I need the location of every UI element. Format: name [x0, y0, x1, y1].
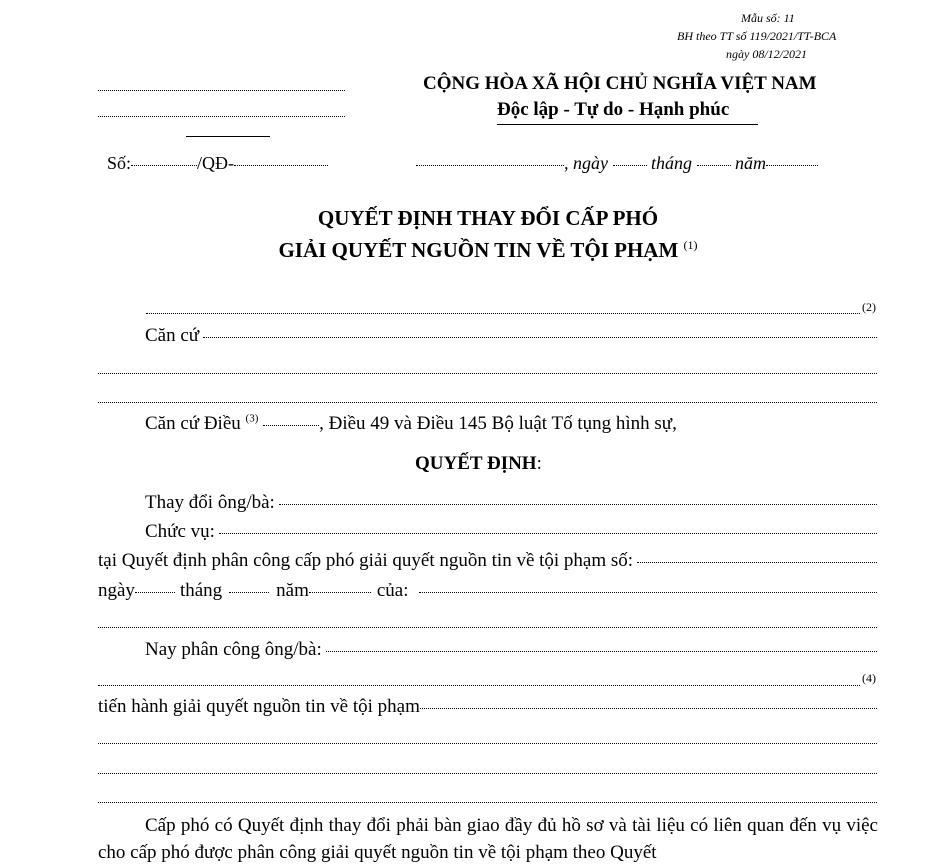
- change-person-label: Thay đổi ông/bà:: [145, 492, 275, 513]
- proceed-row: [98, 696, 877, 718]
- can-cu-row: [145, 325, 877, 347]
- title-line-1: QUYẾT ĐỊNH THAY ĐỔI CẤP PHÓ: [317, 206, 659, 230]
- agency-line-2[interactable]: [98, 116, 345, 117]
- can-cu-line-2[interactable]: [98, 373, 877, 374]
- motto-underline: [497, 124, 758, 125]
- proceed-line-2[interactable]: [98, 743, 877, 744]
- note-4: (4): [862, 671, 876, 685]
- can-cu-dieu-row: [145, 413, 677, 435]
- proceed-label: tiến hành giải quyết nguồn tin về tội phạm: [98, 696, 420, 717]
- agency-code-blank[interactable]: [234, 165, 328, 166]
- can-cu-blank[interactable]: [203, 337, 877, 338]
- can-cu-label: Căn cứ: [145, 325, 200, 346]
- year-blank[interactable]: [766, 165, 818, 166]
- decision-date-row: [98, 580, 877, 602]
- decision-issuer-line-2[interactable]: [98, 627, 877, 628]
- proceed-line-3[interactable]: [98, 773, 877, 774]
- country-title: CỘNG HÒA XÃ HỘI CHỦ NGHĨA VIỆT NAM: [423, 73, 817, 94]
- decision-cua: của:: [376, 580, 409, 601]
- form-number: Mẫu số: 11: [741, 11, 795, 25]
- title-line-2: GIẢI QUYẾT NGUỒN TIN VỀ TỘI PHẠM: [278, 238, 679, 262]
- position-blank[interactable]: [219, 533, 877, 534]
- note-3: (3): [245, 412, 259, 425]
- change-person-blank[interactable]: [279, 504, 877, 505]
- position-row: [145, 521, 877, 543]
- agency-underline: [186, 136, 270, 137]
- assign-person-blank[interactable]: [326, 651, 877, 652]
- day-blank[interactable]: [613, 165, 647, 166]
- change-person-row: [145, 492, 877, 514]
- date-thang: tháng: [651, 153, 693, 173]
- note-2: (2): [862, 300, 876, 314]
- date-nam: năm: [735, 153, 767, 173]
- decision-number-blank[interactable]: [637, 562, 877, 563]
- number-prefix: Số:: [107, 153, 132, 173]
- handover-paragraph: Cấp phó có Quyết định thay đổi phải bàn giao đầy đủ hồ sơ và tài liệu có liên quan đến vụ việc cho cấp phó được phân công giải quyết nguồn tin về tội phạm theo Quyết: [98, 815, 878, 863]
- decision-number-label: tại Quyết định phân công cấp phó giải quyết nguồn tin về tội phạm số:: [98, 550, 634, 571]
- number-blank[interactable]: [131, 165, 197, 166]
- decision-thang: tháng: [179, 580, 223, 601]
- decision-day-blank[interactable]: [135, 592, 175, 593]
- decision-nam: năm: [276, 580, 309, 601]
- decision-month-blank[interactable]: [229, 592, 269, 593]
- motto: Độc lập - Tự do - Hạnh phúc: [497, 99, 730, 120]
- basis-line-2[interactable]: [146, 313, 860, 314]
- can-cu-line-3[interactable]: [98, 402, 877, 403]
- law-reference: , Điều 49 và Điều 145 Bộ luật Tố tụng hình sự,: [319, 413, 677, 434]
- place-blank[interactable]: [416, 165, 564, 166]
- assign-person-row: [145, 639, 877, 661]
- proceed-line-4[interactable]: [98, 802, 877, 803]
- assign-line-4[interactable]: [98, 685, 860, 686]
- month-blank[interactable]: [697, 165, 731, 166]
- agency-line-1[interactable]: [98, 90, 345, 91]
- form-issued-by: BH theo TT số 119/2021/TT-BCA: [677, 29, 837, 43]
- position-label: Chức vụ:: [145, 521, 215, 542]
- decision-ngay: ngày: [98, 580, 135, 601]
- decision-heading: QUYẾT ĐỊNH: [415, 453, 537, 474]
- date-ngay: , ngày: [564, 153, 608, 173]
- date-row: [416, 153, 818, 174]
- proceed-blank[interactable]: [420, 708, 877, 709]
- document-number-row: [107, 153, 328, 174]
- assign-person-label: Nay phân công ông/bà:: [145, 639, 322, 660]
- decision-heading-row: [415, 453, 542, 475]
- decision-issuer-blank[interactable]: [419, 592, 877, 593]
- decision-year-blank[interactable]: [309, 592, 371, 593]
- decision-number-row: [98, 550, 877, 572]
- note-1: (1): [683, 238, 698, 252]
- can-cu-dieu-label: Căn cứ Điều: [145, 413, 241, 434]
- form-issued-date: ngày 08/12/2021: [726, 47, 807, 61]
- decision-colon: :: [536, 453, 542, 474]
- title-line-2-row: [0, 238, 931, 263]
- number-suffix: /QĐ-: [197, 153, 235, 173]
- article-blank[interactable]: [263, 425, 319, 426]
